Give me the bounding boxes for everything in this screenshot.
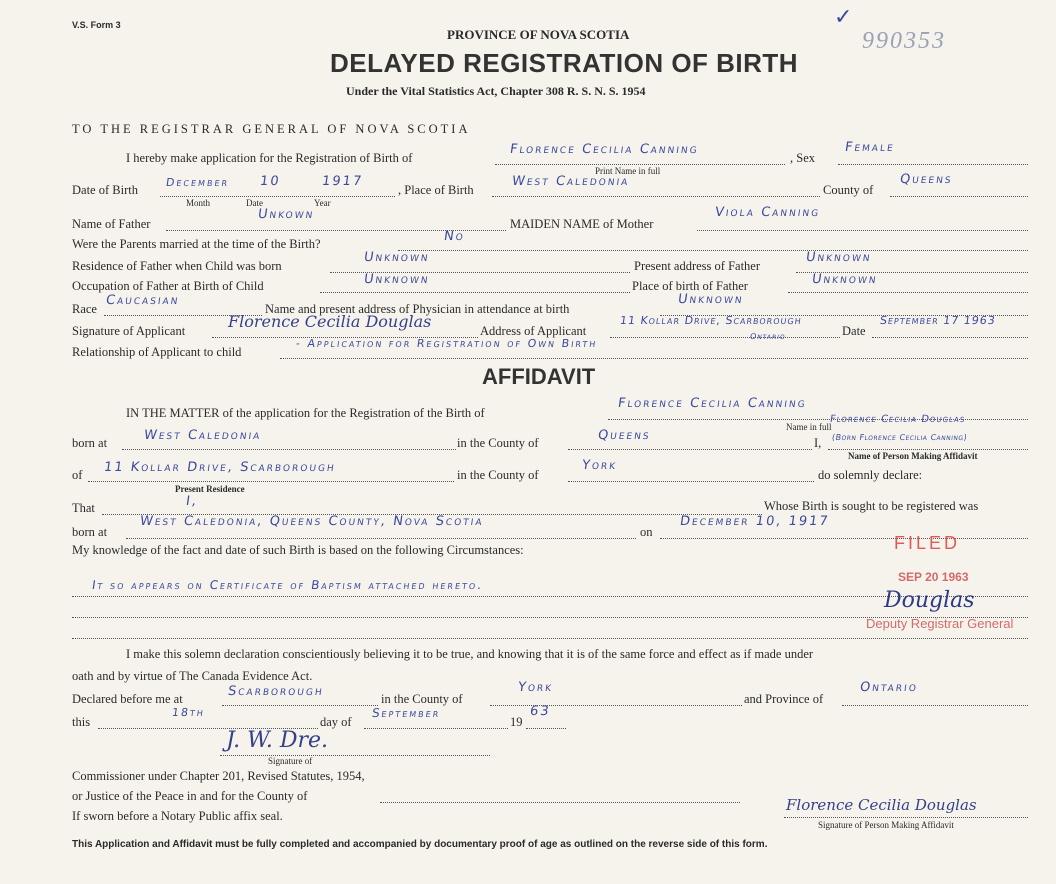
label-born-at2: born at <box>72 525 108 539</box>
form-title: DELAYED REGISTRATION OF BIRTH <box>330 48 799 78</box>
value-sig-applicant: Florence Cecilia Douglas <box>228 312 432 331</box>
label-i: I, <box>814 436 822 450</box>
label-person-affidavit: Name of Person Making Affidavit <box>848 451 978 461</box>
value-occ-father: Unknown <box>362 272 431 287</box>
label-solemn-1: I make this solemn declaration conscientiously believing it to be true, and knowing that it is of the same force and effect as if made under <box>126 647 814 661</box>
value-affiant-born: (Born Florence Cecilia Canning) <box>831 433 968 442</box>
label-name-full: Name in full <box>786 422 832 432</box>
value-sex: Female <box>843 140 896 155</box>
label-province: and Province of <box>744 692 824 706</box>
value-born-at2: West Caledonia, Queens County, Nova Scotia <box>138 514 485 529</box>
label-sex: , Sex <box>790 151 815 165</box>
label-sig-applicant: Signature of Applicant <box>72 324 186 338</box>
value-father: Unkown <box>256 207 316 222</box>
value-child-name: Florence Cecilia Canning <box>508 142 700 157</box>
check-mark: ✓ <box>834 4 853 29</box>
label-in-county2: in the County of <box>457 468 539 482</box>
label-in-county: in the County of <box>457 436 539 450</box>
filed-date: SEP 20 1963 <box>898 570 969 584</box>
label-place-father: Place of birth of Father <box>632 279 748 293</box>
registrar-role: Deputy Registrar General <box>866 616 1014 631</box>
value-mother: Viola Canning <box>713 205 822 220</box>
label-knowledge: My knowledge of the fact and date of such Birth is based on the following Circumstances: <box>72 543 524 557</box>
label-declare: do solemnly declare: <box>818 468 923 482</box>
file-number: 990353 <box>862 28 946 54</box>
value-dob-year: 1917 <box>320 174 365 189</box>
value-res-father: Unknown <box>362 250 431 265</box>
label-whose: Whose Birth is sought to be registered was <box>764 499 979 513</box>
label-of: of <box>72 468 83 482</box>
label-commissioner: Commissioner under Chapter 201, Revised Statutes, 1954, <box>72 769 365 783</box>
value-place-father: Unknown <box>810 272 879 287</box>
registrar-signature: Douglas <box>884 588 975 613</box>
value-dob-month: December <box>165 176 231 189</box>
province-heading: PROVINCE OF NOVA SCOTIA <box>447 27 630 42</box>
value-dob-date: 10 <box>258 174 282 189</box>
label-notary: If sworn before a Notary Public affix seal. <box>72 809 283 823</box>
label-solemn-2: oath and by virtue of The Canada Evidence Act. <box>72 669 313 683</box>
label-matter: IN THE MATTER of the application for the Registration of the Birth of <box>126 406 485 420</box>
label-that: That <box>72 501 95 515</box>
label-day-of: day of <box>320 715 352 729</box>
label-on: on <box>640 525 653 539</box>
label-county: County of <box>823 183 874 197</box>
label-apply: I hereby make application for the Registration of Birth of <box>126 151 413 165</box>
label-print-name: Print Name in full <box>595 166 661 176</box>
value-in-county3: York <box>516 680 555 695</box>
value-married: No <box>442 229 466 244</box>
value-present-father: Unknown <box>804 250 873 265</box>
value-circumstances: It so appears on Certificate of Baptism attached hereto. <box>91 578 485 592</box>
label-present-residence: Present Residence <box>175 484 245 494</box>
label-declared: Declared before me at <box>72 692 183 706</box>
label-dob: Date of Birth <box>72 183 138 197</box>
label-married: Were the Parents married at the time of the Birth? <box>72 237 321 251</box>
value-addr-applicant: 11 Kollar Drive, Scarborough <box>619 314 803 327</box>
label-born-at: born at <box>72 436 108 450</box>
label-present-father: Present address of Father <box>634 259 761 273</box>
label-signature-of: Signature of <box>268 756 313 766</box>
affidavit-title: AFFIDAVIT <box>482 364 596 389</box>
value-physician: Unknown <box>676 292 745 307</box>
label-year19: 19 <box>510 715 523 729</box>
value-that: I, <box>184 494 200 509</box>
value-of: 11 Kollar Drive, Scarborough <box>102 460 337 475</box>
label-place-birth: , Place of Birth <box>398 183 474 197</box>
label-this: this <box>72 715 91 729</box>
value-declared: Scarborough <box>226 684 325 699</box>
label-occ-father: Occupation of Father at Birth of Child <box>72 279 264 293</box>
label-in-county3: in the County of <box>381 692 463 706</box>
value-affiant: Florence Cecilia Douglas <box>829 414 967 425</box>
affidavit-child-name: Florence Cecilia Canning <box>616 396 808 411</box>
value-year: 63 <box>528 704 552 719</box>
value-place-birth: West Caledonia <box>510 174 631 189</box>
value-in-county: Queens <box>596 428 652 443</box>
value-province: Ontario <box>858 680 919 695</box>
value-born-at: West Caledonia <box>142 428 263 443</box>
label-addr-applicant: Address of Applicant <box>480 324 587 338</box>
form-number: V.S. Form 3 <box>72 20 121 30</box>
value-relationship: - Application for Registration of Own Birth <box>295 337 599 350</box>
label-sig-person: Signature of Person Making Affidavit <box>818 820 954 830</box>
value-day: 18th <box>171 706 206 719</box>
affiant-signature: Florence Cecilia Douglas <box>786 796 977 814</box>
value-month: September <box>371 706 442 720</box>
value-addr-applicant-2: Ontario <box>749 332 787 341</box>
label-month: Month <box>186 198 211 208</box>
label-race: Race <box>72 302 97 316</box>
label-physician: Name and present address of Physician in attendance at birth <box>265 302 570 316</box>
filed-stamp: FILED <box>894 533 961 553</box>
label-date-applicant: Date <box>842 324 866 338</box>
label-father: Name of Father <box>72 217 151 231</box>
label-relationship: Relationship of Applicant to child <box>72 345 242 359</box>
label-date: Date <box>246 198 263 208</box>
value-on: December 10, 1917 <box>678 514 831 529</box>
commissioner-signature: J. W. Dre. <box>226 728 329 753</box>
value-county: Queens <box>898 172 954 187</box>
addressee: TO THE REGISTRAR GENERAL OF NOVA SCOTIA <box>72 122 471 136</box>
footer-note: This Application and Affidavit must be fully completed and accompanied by documentary proof of age as outlined on the reverse side of this form. <box>72 839 768 850</box>
value-date-applicant: September 17 1963 <box>879 314 997 327</box>
value-in-county2: York <box>580 458 619 473</box>
value-race: Caucasian <box>104 293 181 308</box>
label-year: Year <box>314 198 331 208</box>
label-res-father: Residence of Father when Child was born <box>72 259 282 273</box>
label-mother: MAIDEN NAME of Mother <box>510 217 654 231</box>
form-subtitle: Under the Vital Statistics Act, Chapter 308 R. S. N. S. 1954 <box>346 84 646 98</box>
label-justice: or Justice of the Peace in and for the County of <box>72 789 308 803</box>
